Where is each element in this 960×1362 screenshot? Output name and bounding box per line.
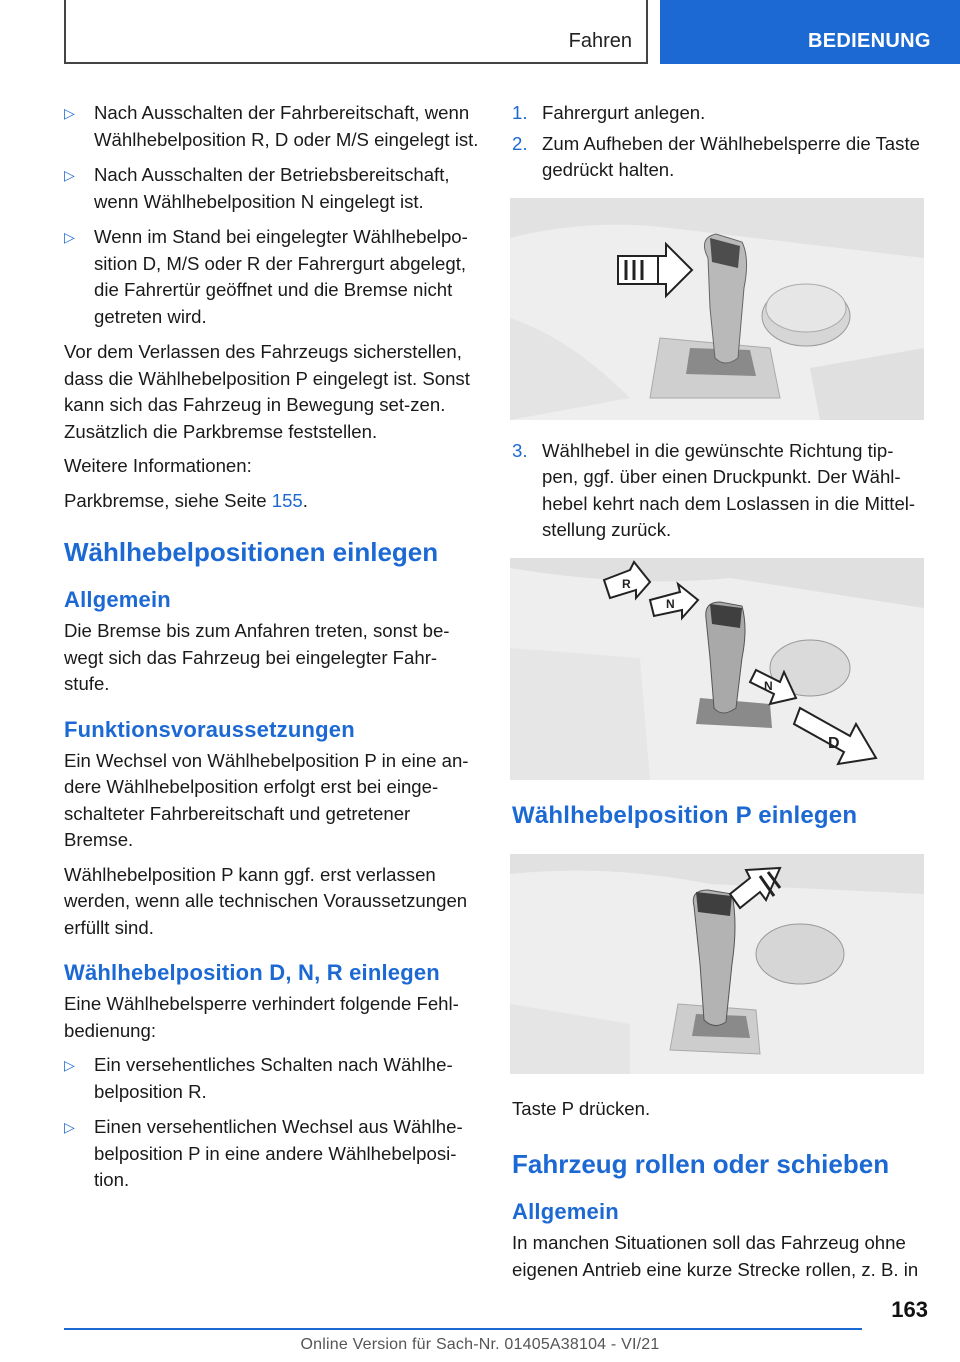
triangle-right-icon: ▷ [64, 105, 75, 121]
taste-p-instruction: Taste P drücken. [512, 1097, 651, 1119]
list-item-text: Nach Ausschalten der Betriebsbereitschaft, wenn Wählhebelposition N eingelegt ist. [94, 164, 450, 212]
heading-position-dnr: Wählhebelposition D, N, R einlegen [64, 960, 440, 985]
heading-allgemein-2: Allgemein [512, 1199, 619, 1224]
step-item [512, 100, 928, 127]
selector-directions-illustration [510, 558, 924, 780]
step-number: 2. [512, 132, 528, 154]
figure-selector-directions [510, 558, 924, 780]
heading-allgemein: Allgemein [64, 587, 171, 612]
paragraph-rollen: In manchen Situationen soll das Fahrzeug ohne eigenen Antrieb eine kurze Strecke rollen, z. B. in [512, 1232, 919, 1280]
header-chapter-tab [660, 0, 960, 64]
heading-position-p: Wählhebelposition P einlegen [512, 801, 858, 829]
list-item [64, 224, 480, 330]
more-info-label: Weitere Informationen: [64, 455, 252, 476]
page-link-155[interactable]: 155 [271, 489, 303, 511]
header-section-title: Fahren [568, 30, 632, 52]
triangle-right-icon: ▷ [64, 229, 75, 245]
figure-selector-lever-unlock [510, 198, 924, 420]
arrow-n-top-label: N [666, 596, 675, 611]
paragraph-leave-vehicle: Vor dem Verlassen des Fahrzeugs sicherstellen, dass die Wählhebelposition P eingelegt ist. Sonst kann sich das Fahrzeug in Bewegung set‐zen. Zusätzlich die Parkbremse feststellen. [64, 341, 470, 442]
heading-funktionsvoraussetzungen: Funktionsvoraussetzungen [64, 716, 355, 742]
step-number: 1. [512, 102, 528, 123]
paragraph-allgemein: Die Bremse bis zum Anfahren treten, sonst be‐wegt sich das Fahrzeug bei eingelegter Fahr‐stufe. [64, 620, 450, 694]
arrow-d-label: D [828, 734, 840, 752]
heading-waehlhebelpositionen: Wählhebelpositionen einlegen [64, 537, 439, 567]
step-item [512, 131, 928, 184]
arrow-r-label: R [622, 576, 631, 591]
p-button-illustration [510, 854, 924, 1074]
right-column [512, 100, 928, 1291]
list-item [64, 1114, 480, 1194]
left-column [64, 100, 480, 1203]
list-item-text: Nach Ausschalten der Fahrbereitschaft, wenn Wählhebelposition R, D oder M/S eingelegt ist. [94, 102, 479, 150]
list-item-text: Ein versehentliches Schalten nach Wählhe‐belposition R. [94, 1054, 453, 1102]
paragraph-funktion-2: Wählhebelposition P kann ggf. erst verlassen werden, wenn alle technischen Voraussetzungen erfüllt sind. [64, 863, 468, 938]
triangle-right-icon: ▷ [64, 167, 75, 183]
heading-fahrzeug-rollen: Fahrzeug rollen oder schieben [512, 1149, 890, 1179]
header-chapter-title: BEDIENUNG [808, 30, 931, 52]
paragraph-dnr: Eine Wählhebelsperre verhindert folgende Fehl‐bedienung: [64, 993, 459, 1041]
step-text: Wählhebel in die gewünschte Richtung tip‐pen, ggf. über einen Druckpunkt. Der Wähl‐hebel kehrt nach dem Loslassen in die Mittel‐stellung zurück. [542, 439, 916, 540]
arrow-n-bottom-label: N [764, 678, 773, 693]
step-text: Zum Aufheben der Wählhebelsperre die Taste gedrückt halten. [542, 132, 920, 180]
step-number: 3. [512, 439, 528, 461]
list-item [64, 1052, 480, 1105]
triangle-right-icon: ▷ [64, 1119, 75, 1135]
page-number: 163 [891, 1297, 928, 1322]
step-item [512, 438, 928, 544]
list-item-text: Wenn im Stand bei eingelegter Wählhebelpo‐sition D, M/S oder R der Fahrergurt abgelegt, die Fahrertür geöffnet und die Bremse nicht getreten wird. [94, 226, 468, 327]
footer-divider [64, 1328, 862, 1330]
selector-lever-illustration [510, 198, 924, 420]
parkbremse-text: Parkbremse, siehe Seite [64, 489, 272, 511]
list-item [64, 100, 480, 153]
parkbremse-suffix: . [302, 489, 308, 511]
paragraph-funktion-1: Ein Wechsel von Wählhebelposition P in eine an‐dere Wählhebelposition erfolgt erst bei einge‐schalteter Fahrbereitschaft und getretener Bremse. [64, 749, 469, 850]
header-section-box [64, 0, 648, 64]
list-item [64, 162, 480, 215]
triangle-right-icon: ▷ [64, 1057, 75, 1073]
parkbremse-reference [64, 488, 480, 515]
step-text: Fahrergurt anlegen. [542, 102, 706, 123]
list-item-text: Einen versehentlichen Wechsel aus Wählhe‐belposition P in eine andere Wählhebelposi‐tion. [94, 1116, 463, 1190]
footer-online-version: Online Version für Sach-Nr. 01405A38104 - VI/21 [300, 1336, 660, 1353]
figure-p-button [510, 854, 924, 1074]
